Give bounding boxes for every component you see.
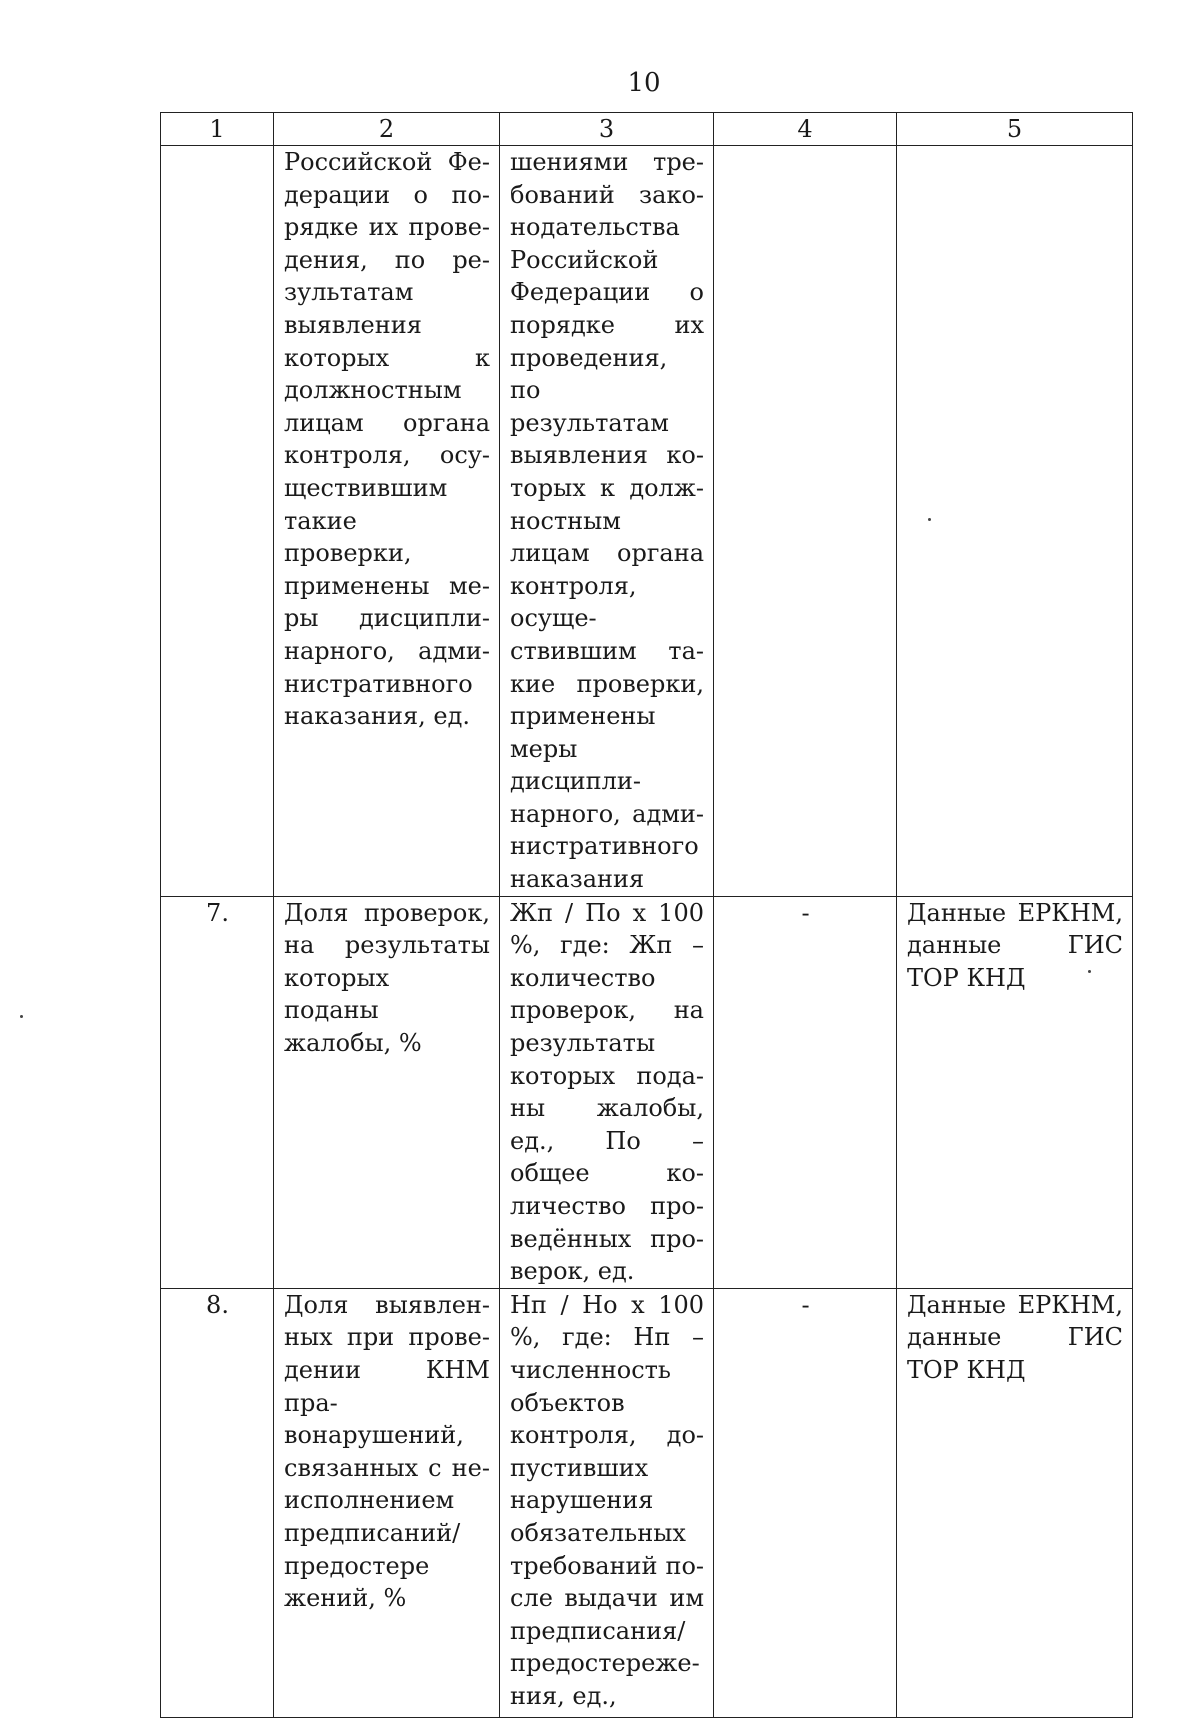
scan-speck [1088, 970, 1091, 973]
cell-target: - [714, 1288, 897, 1717]
cell-indicator-name: Российской Федерации о порядке их проведения, по результатам выявления которых к должностным лицам органа контроля, осуществившим такие проверки, применены меры дисциплинарного, административного наказания, ед. [274, 146, 500, 897]
header-col-1: 1 [161, 113, 274, 146]
header-col-3: 3 [500, 113, 714, 146]
header-col-5: 5 [897, 113, 1133, 146]
scan-speck [20, 1015, 23, 1018]
cell-target [714, 146, 897, 897]
header-col-2: 2 [274, 113, 500, 146]
cell-target: - [714, 896, 897, 1288]
cell-source [897, 146, 1133, 897]
table-header-row [161, 113, 1133, 146]
table-row [161, 1288, 1133, 1717]
table-row [161, 146, 1133, 897]
cell-formula: Жп / По х 100 %, где: Жп – количество проверок, на результаты которых поданы жалобы, ед., По – общее количество проведённых проверок, ед. [500, 896, 714, 1288]
cell-number: 8. [161, 1288, 274, 1717]
cell-source: Данные ЕРКНМ, данные ГИС ТОР КНД [897, 1288, 1133, 1717]
cell-source: Данные ЕРКНМ, данные ГИС ТОР КНД [897, 896, 1133, 1288]
indicators-table [160, 112, 1133, 1718]
cell-formula: шениями требований законодательства Российской Федерации о порядке их проведения, по результатам выявления которых к должностным лицам органа контроля, осуществившим такие проверки, применены меры дисциплинарного, административного наказания [500, 146, 714, 897]
cell-indicator-name: Доля выявленных при проведении КНМ правонарушений, связанных с неисполнением предписаний/предостере жений, % [274, 1288, 500, 1717]
cell-number: 7. [161, 896, 274, 1288]
header-col-4: 4 [714, 113, 897, 146]
table-row [161, 896, 1133, 1288]
scan-speck [928, 518, 931, 521]
cell-formula: Нп / Но х 100 %, где: Нп – численность объектов контроля, допустивших нарушения обязательных требований после выдачи им предписания/ предостережения, ед., [500, 1288, 714, 1717]
cell-indicator-name: Доля проверок, на результаты которых поданы жалобы, % [274, 896, 500, 1288]
page-number: 10 [627, 68, 661, 98]
cell-number [161, 146, 274, 897]
